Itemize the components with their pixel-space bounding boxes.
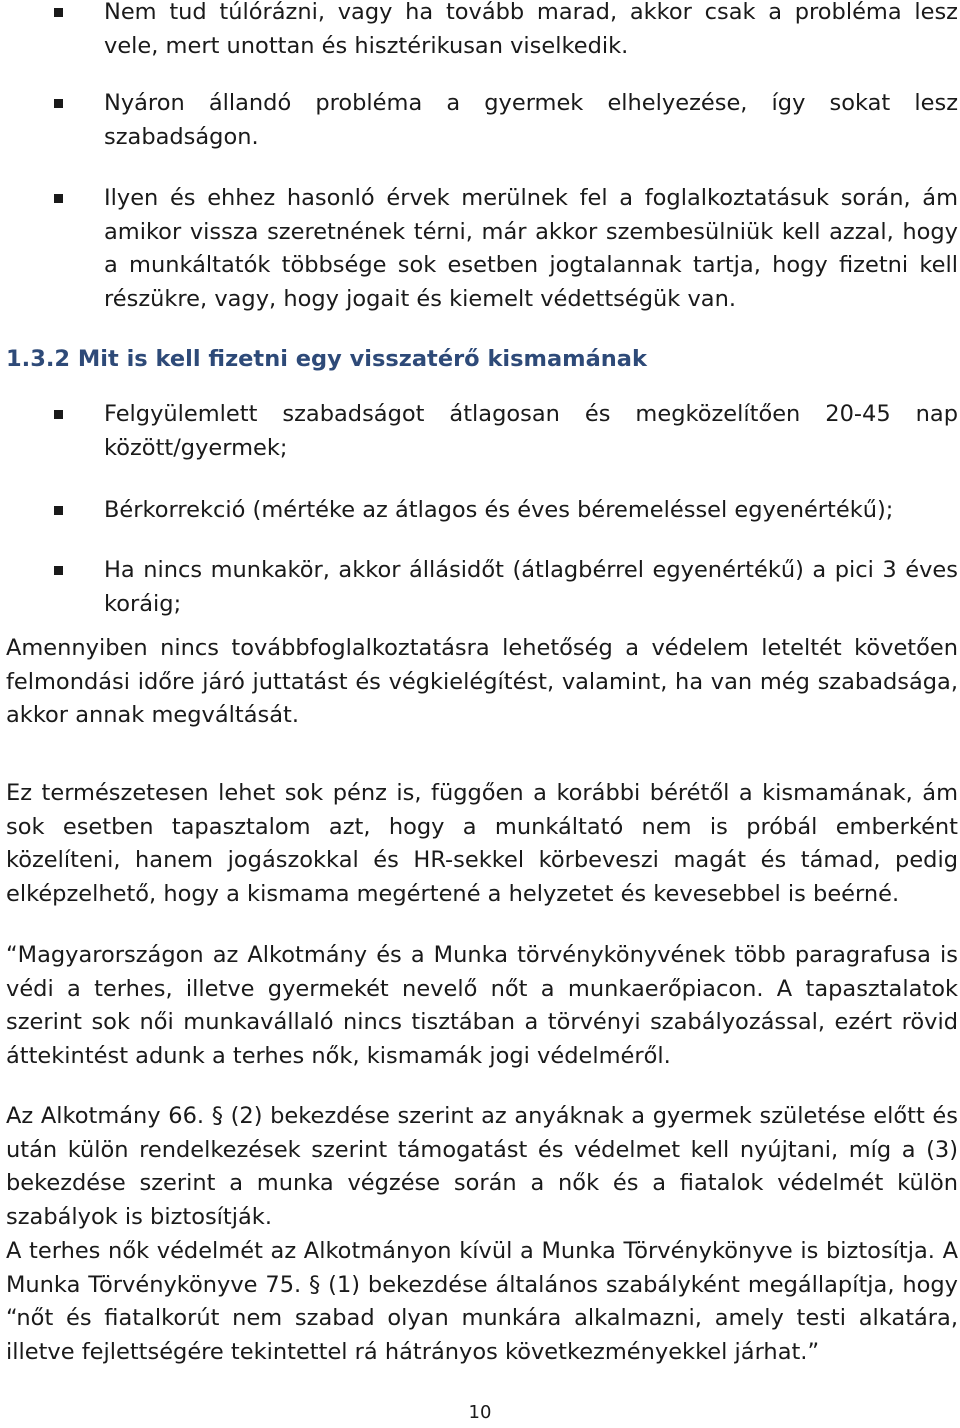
square-bullet-icon [54,194,63,203]
top-bullet-list [6,87,958,154]
list-item-text: Ilyen és ehhez hasonló érvek merülnek fel a foglalkoztatásuk során, ám amikor vissza szeretnének térni, már akkor szembesülniük kell azzal, hogy a munkáltatók többsége sok esetben jogtalannak tartja, hogy fizetni kell részükre, vagy, hogy jogait és kiemelt védettségük van. [104,185,958,312]
section-heading: 1.3.2 Mit is kell fizetni egy visszatérő kismamának [6,346,647,372]
list-item-text: Felgyülemlett szabadságot átlagosan és megközelítően 20-45 nap között/gyermek; [104,401,958,461]
square-bullet-icon [54,99,63,108]
square-bullet-icon [54,8,63,17]
list-item [6,554,958,621]
list-item [6,0,958,63]
paragraph-4a: Az Alkotmány 66. § (2) bekezdése szerint az anyáknak a gyermek születése előtt és után külön rendelkezések szerint támogatást és védelmet kell nyújtani, míg a (3) bekezdése szerint a munka végzése során a nők és a fiatalok védelmét külön szabályok is biztosítják. [6,1103,958,1230]
paragraph-3: “Magyarországon az Alkotmány és a Munka törvénykönyvének több paragrafusa is védi a terhes, illetve gyermekét nevelő nőt a munkaerőpiacon. A tapasztalatok szerint sok női munkavállaló nincs tisztában a törvényi szabályozással, ezért rövid áttekintést adunk a terhes nők, kismamák jogi védelméről. [6,942,958,1069]
section-bullet-list [6,554,958,621]
list-item [6,494,958,528]
list-item-text: Ha nincs munkakör, akkor állásidőt (átlagbérrel egyenértékű) a pici 3 éves koráig; [104,557,958,617]
square-bullet-icon [54,410,63,419]
paragraph-4b: A terhes nők védelmét az Alkotmányon kívül a Munka Törvénykönyve is biztosítja. A Munka Törvénykönyve 75. § (1) bekezdése általános szabályként megállapítja, hogy “nőt és fiatalkorút nem szabad olyan munkára alkalmazni, amely testi alkatára, illetve fejlettségére tekintettel rá hátrányos következményekkel járhat.” [6,1238,958,1365]
paragraph-2: Ez természetesen lehet sok pénz is, függően a korábbi bérétől a kismamának, ám sok esetben tapasztalom azt, hogy a munkáltató nem is próbál emberként közelíteni, hanem jogászokkal és HR-sekkel körbeveszi magát és támad, pedig elképzelhető, hogy a kismama megértené a helyzetet és kevesebbel is beérné. [6,780,958,907]
list-item [6,182,958,316]
list-item-text: Nyáron állandó probléma a gyermek elhelyezése, így sokat lesz szabadságon. [104,90,958,150]
list-item-text: Bérkorrekció (mértéke az átlagos és éves béremeléssel egyenértékű); [104,497,894,523]
section-bullet-list [6,398,958,465]
top-bullet-list [6,182,958,316]
section-bullet-list [6,494,958,528]
top-bullet-list [6,0,958,63]
paragraph-1: Amennyiben nincs továbbfoglalkoztatásra lehetőség a védelem leteltét követően felmondási időre járó juttatást és végkielégítést, valamint, ha van még szabadsága, akkor annak megváltását. [6,635,958,729]
list-item [6,87,958,154]
square-bullet-icon [54,566,63,575]
page-number: 10 [468,1402,492,1423]
list-item-text: Nem tud túlórázni, vagy ha tovább marad, akkor csak a probléma lesz vele, mert unottan és hisztérikusan viselkedik. [104,0,958,59]
square-bullet-icon [54,506,63,515]
list-item [6,398,958,465]
